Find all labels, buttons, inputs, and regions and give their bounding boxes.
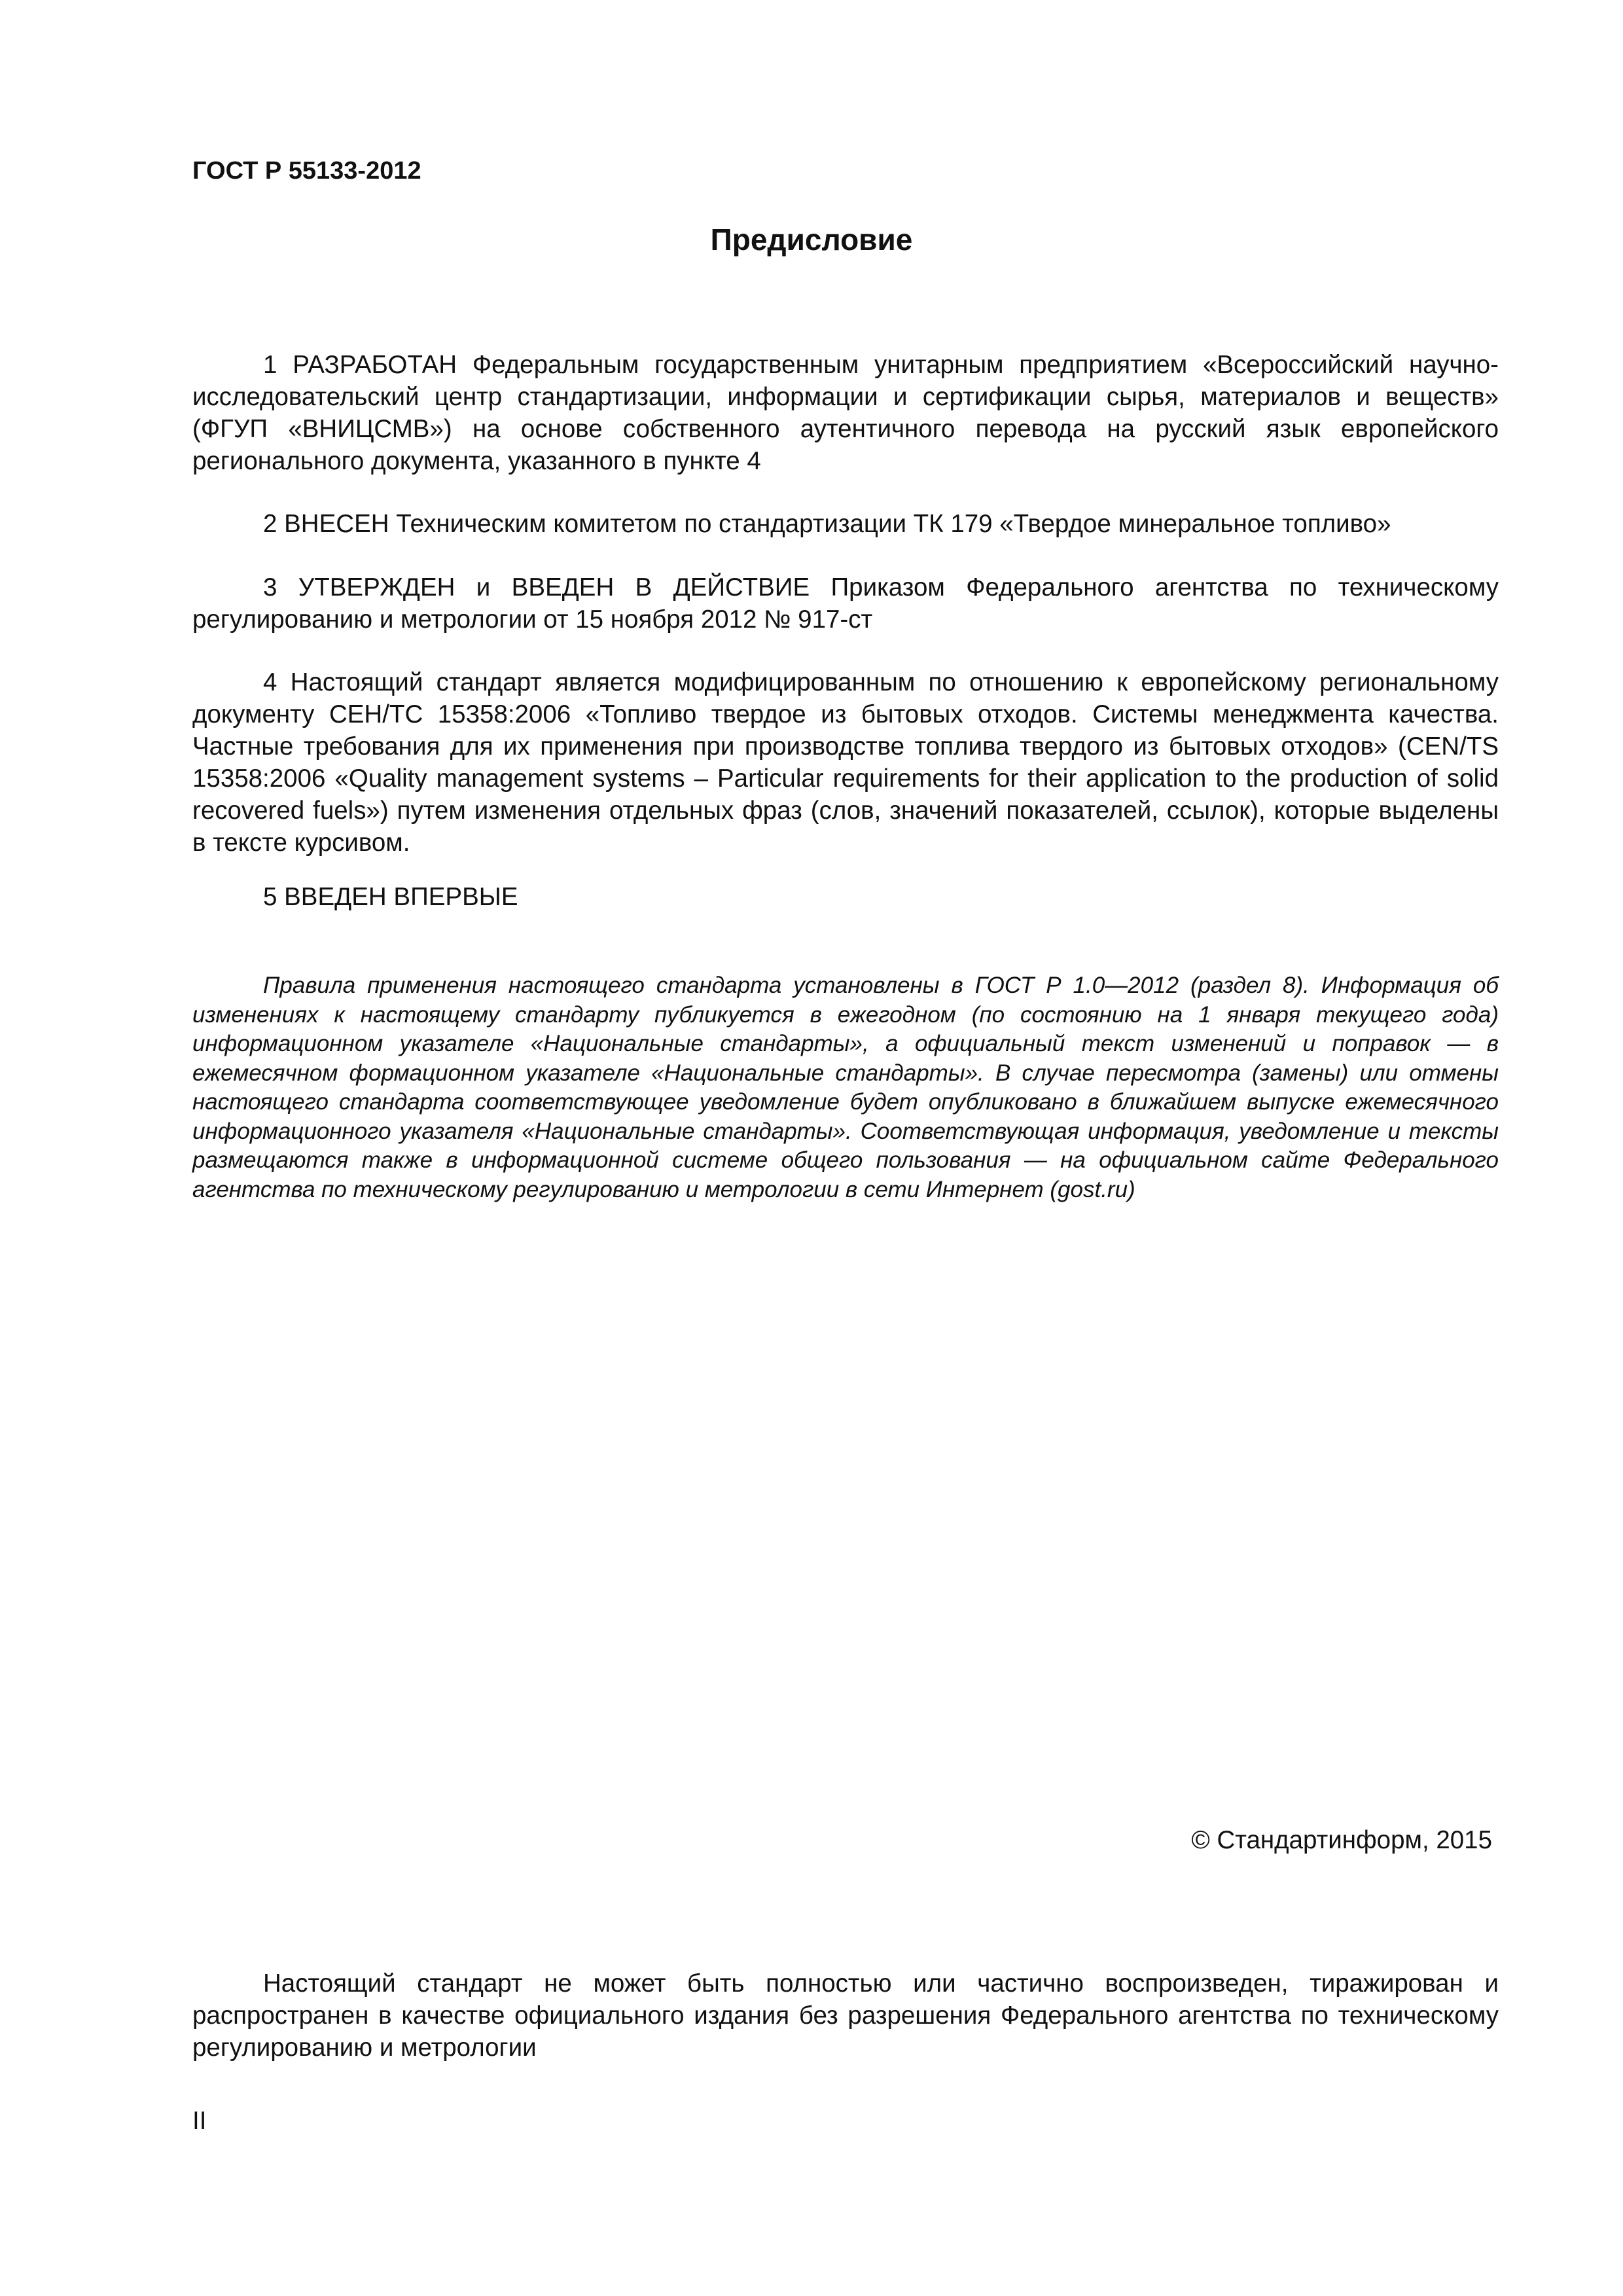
page-title: Предисловие [710,223,913,257]
document-code: ГОСТ Р 55133-2012 [192,157,421,185]
page-number: II [192,2107,207,2135]
copyright-notice: © Стандартинформ, 2015 [1191,1826,1492,1854]
paragraph-modification: 4 Настоящий стандарт является модифицированным по отношению к европейскому региональному документу СЕН/ТС 15358:2006 «Топливо твердое из бытовых отходов. Системы менеджмента качества. Частные требования для их применения при производстве топлива твердого из бытовых отходов» (CEN/TS 15358:2006 «Quality management systems – Particular requirements for their application to the production of solid recovered fuels») путем изменения отдельных фраз (слов, значений показателей, ссылок), которые выделены в тексте курсивом. [192,668,1499,857]
paragraph-approved: 3 УТВЕРЖДЕН и ВВЕДЕН В ДЕЙСТВИЕ Приказом Федерального агентства по техническому регулированию и метрологии от 15 ноября 2012 № 917-ст [192,573,1499,634]
paragraph-introduced: 2 ВНЕСЕН Техническим комитетом по стандартизации ТК 179 «Твердое минеральное топливо» [263,510,1391,538]
reproduction-restriction: Настоящий стандарт не может быть полностью или частично воспроизведен, тиражирован и распространен в качестве официального издания без разрешения Федерального агентства по техническому регулированию и метрологии [192,1969,1499,2062]
application-rules-note: Правила применения настоящего стандарта установлены в ГОСТ Р 1.0—2012 (раздел 8). Информация об изменениях к настоящему стандарту публикуется в ежегодном (по состоянию на 1 января текущего года) информационном указателе «Национальные стандарты», а официальный текст изменений и поправок — в ежемесячном формационном указателе «Национальные стандарты». В случае пересмотра (замены) или отмены настоящего стандарта соответствующее уведомление будет опубликовано в ближайшем выпуске ежемесячного информационного указателя «Национальные стандарты». Соответствующая информация, уведомление и тексты размещаются также в информационной системе общего пользования — на официальном сайте Федерального агентства по техническому регулированию и метрологии в сети Интернет (gost.ru) [192,973,1499,1202]
paragraph-developed: 1 РАЗРАБОТАН Федеральным государственным унитарным предприятием «Всероссийский научно-исследовательский центр стандартизации, информации и сертификации сырья, материалов и веществ» (ФГУП «ВНИЦСМВ») на основе собственного аутентичного перевода на русский язык европейского регионального документа, указанного в пункте 4 [192,351,1499,475]
paragraph-first-introduced: 5 ВВЕДЕН ВПЕРВЫЕ [263,883,518,911]
